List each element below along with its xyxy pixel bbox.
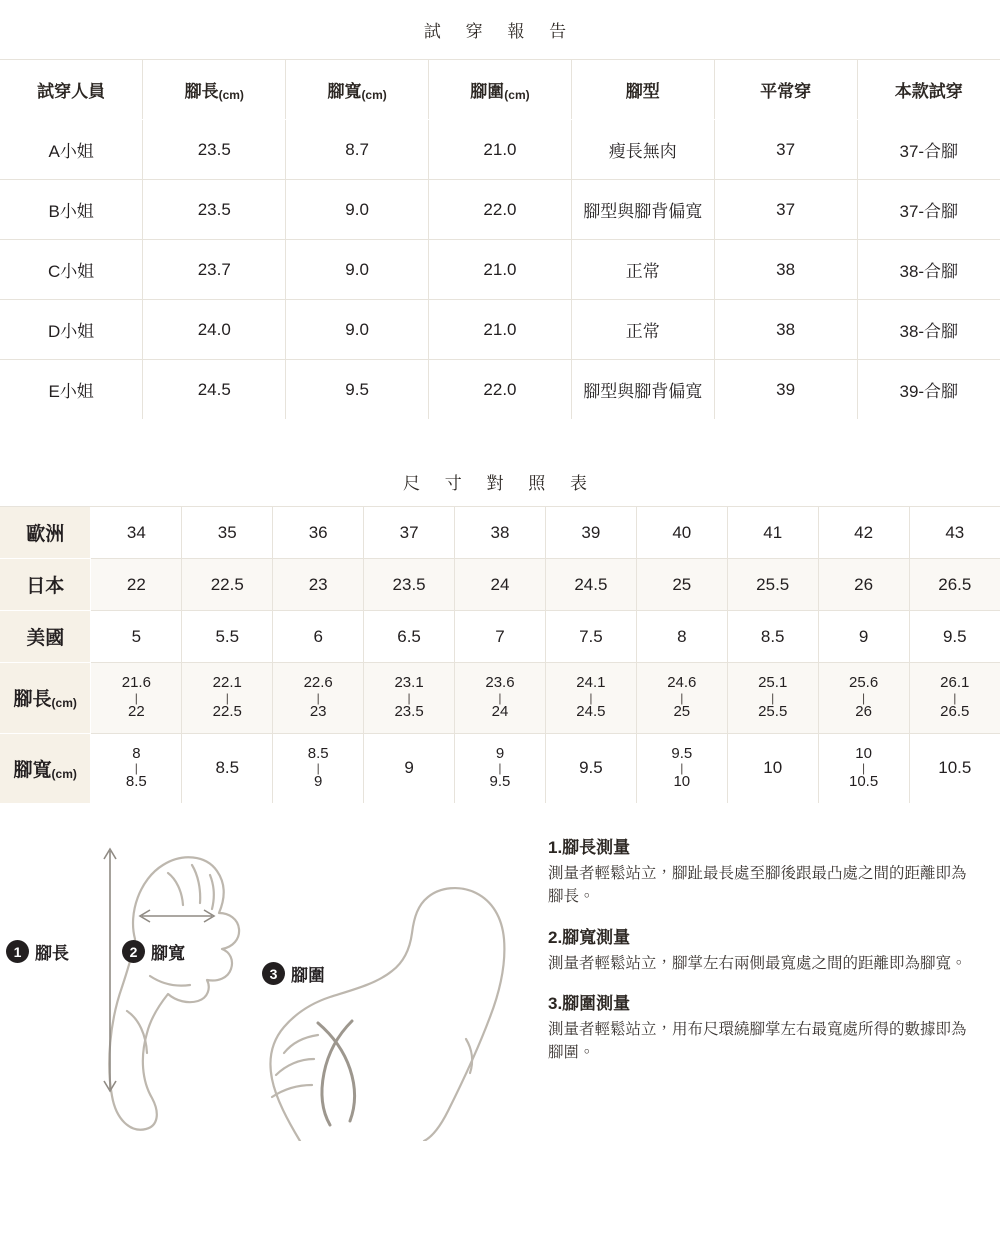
badge-number-icon: 1 [6, 940, 29, 963]
cell-foot-width: 10 | 10.5 [818, 733, 909, 803]
cell-length: 23.5 [143, 120, 286, 180]
foot-measurement-diagram [0, 821, 540, 1141]
rowlabel-japan: 日本 [0, 559, 91, 611]
cell-europe: 43 [909, 507, 1000, 559]
cell-girth: 21.0 [429, 240, 572, 300]
cell-foot-width: 10.5 [909, 733, 1000, 803]
cell-japan: 24.5 [545, 559, 636, 611]
badge-foot-length [6, 939, 69, 964]
cell-usa: 8 [636, 611, 727, 663]
cell-foot-type: 正常 [571, 300, 714, 360]
cell-person: A小姐 [0, 120, 143, 180]
instruction-title: 1.腳長測量 [548, 838, 631, 858]
cell-usa: 5 [91, 611, 182, 663]
col-length: 腳長(cm) [143, 60, 286, 120]
size-row-europe [0, 507, 1000, 559]
size-chart-title-row [0, 457, 1000, 507]
cell-width: 8.7 [286, 120, 429, 180]
table-row [0, 120, 1000, 180]
cell-foot-width: 8 | 8.5 [91, 733, 182, 803]
trial-report-table [0, 0, 1000, 419]
cell-this-style: 38-合腳 [857, 300, 1000, 360]
cell-foot-type: 正常 [571, 240, 714, 300]
cell-usa: 5.5 [182, 611, 273, 663]
cell-japan: 26.5 [909, 559, 1000, 611]
cell-foot-type: 腳型與腳背偏寬 [571, 180, 714, 240]
section-divider [0, 419, 1000, 457]
cell-japan: 25.5 [727, 559, 818, 611]
cell-girth: 22.0 [429, 360, 572, 420]
badge-foot-girth [262, 961, 325, 986]
cell-europe: 37 [364, 507, 455, 559]
instruction-foot-width [548, 923, 972, 975]
cell-foot-length: 23.6 | 24 [455, 663, 546, 734]
cell-person: E小姐 [0, 360, 143, 420]
table-row [0, 240, 1000, 300]
instruction-foot-length [548, 833, 972, 909]
badge-label: 腳長 [35, 944, 69, 964]
trial-report-title: 試 穿 報 告 [0, 0, 1000, 60]
cell-foot-length: 24.1 | 24.5 [545, 663, 636, 734]
cell-foot-type: 腳型與腳背偏寬 [571, 360, 714, 420]
cell-length: 23.5 [143, 180, 286, 240]
cell-width: 9.0 [286, 300, 429, 360]
cell-usual-size: 39 [714, 360, 857, 420]
cell-usual-size: 37 [714, 120, 857, 180]
cell-girth: 21.0 [429, 120, 572, 180]
badge-label: 腳圍 [291, 966, 325, 986]
cell-width: 9.0 [286, 240, 429, 300]
cell-usa: 7 [455, 611, 546, 663]
cell-this-style: 39-合腳 [857, 360, 1000, 420]
cell-girth: 21.0 [429, 300, 572, 360]
col-girth: 腳圍(cm) [429, 60, 572, 120]
cell-europe: 35 [182, 507, 273, 559]
cell-foot-length: 22.6 | 23 [273, 663, 364, 734]
cell-foot-length: 25.6 | 26 [818, 663, 909, 734]
cell-usa: 8.5 [727, 611, 818, 663]
cell-foot-length: 24.6 | 25 [636, 663, 727, 734]
trial-report-header-row [0, 60, 1000, 120]
badge-number-icon: 3 [262, 962, 285, 985]
trial-report-title-row [0, 0, 1000, 60]
cell-foot-width: 9.5 [545, 733, 636, 803]
cell-foot-type: 瘦長無肉 [571, 120, 714, 180]
cell-japan: 23 [273, 559, 364, 611]
cell-foot-width: 10 [727, 733, 818, 803]
cell-girth: 22.0 [429, 180, 572, 240]
measurement-instructions [540, 821, 1000, 1141]
cell-japan: 25 [636, 559, 727, 611]
instruction-text: 測量者輕鬆站立，用布尺環繞腳掌左右最寬處所得的數據即為腳圍。 [548, 1020, 967, 1062]
cell-foot-length: 22.1 | 22.5 [182, 663, 273, 734]
cell-foot-length: 23.1 | 23.5 [364, 663, 455, 734]
size-row-japan [0, 559, 1000, 611]
size-chart-table [0, 457, 1000, 803]
cell-this-style: 38-合腳 [857, 240, 1000, 300]
size-chart-title: 尺 寸 對 照 表 [0, 457, 1000, 507]
instruction-text: 測量者輕鬆站立，腳趾最長處至腳後跟最凸處之間的距離即為腳長。 [548, 865, 967, 906]
table-row [0, 300, 1000, 360]
cell-japan: 22 [91, 559, 182, 611]
cell-usa: 9.5 [909, 611, 1000, 663]
col-width: 腳寬(cm) [286, 60, 429, 120]
cell-europe: 41 [727, 507, 818, 559]
cell-foot-width: 9.5 | 10 [636, 733, 727, 803]
rowlabel-foot-width: 腳寬(cm) [0, 733, 91, 803]
cell-japan: 22.5 [182, 559, 273, 611]
col-this-style: 本款試穿 [857, 60, 1000, 120]
cell-europe: 38 [455, 507, 546, 559]
cell-europe: 42 [818, 507, 909, 559]
instruction-title: 3.腳圍測量 [548, 993, 631, 1013]
instruction-title: 2.腳寬測量 [548, 927, 631, 947]
badge-foot-width [122, 939, 185, 964]
cell-usa: 7.5 [545, 611, 636, 663]
cell-length: 24.5 [143, 360, 286, 420]
badge-label: 腳寬 [151, 944, 185, 964]
badge-number-icon: 2 [122, 940, 145, 963]
cell-foot-length: 25.1 | 25.5 [727, 663, 818, 734]
cell-usual-size: 38 [714, 300, 857, 360]
size-row-usa [0, 611, 1000, 663]
cell-japan: 26 [818, 559, 909, 611]
cell-europe: 34 [91, 507, 182, 559]
cell-foot-width: 8.5 | 9 [273, 733, 364, 803]
cell-usa: 6 [273, 611, 364, 663]
cell-foot-width: 9 [364, 733, 455, 803]
rowlabel-europe: 歐洲 [0, 507, 91, 559]
cell-person: B小姐 [0, 180, 143, 240]
cell-usual-size: 37 [714, 180, 857, 240]
cell-japan: 24 [455, 559, 546, 611]
cell-length: 24.0 [143, 300, 286, 360]
cell-usual-size: 38 [714, 240, 857, 300]
cell-japan: 23.5 [364, 559, 455, 611]
cell-foot-length: 26.1 | 26.5 [909, 663, 1000, 734]
cell-person: C小姐 [0, 240, 143, 300]
cell-width: 9.0 [286, 180, 429, 240]
cell-width: 9.5 [286, 360, 429, 420]
table-row [0, 360, 1000, 420]
instruction-foot-girth [548, 989, 972, 1065]
col-usual-size: 平常穿 [714, 60, 857, 120]
measurement-guide [0, 803, 1000, 1141]
rowlabel-usa: 美國 [0, 611, 91, 663]
cell-foot-width: 8.5 [182, 733, 273, 803]
cell-usa: 6.5 [364, 611, 455, 663]
cell-foot-length: 21.6 | 22 [91, 663, 182, 734]
cell-person: D小姐 [0, 300, 143, 360]
cell-europe: 39 [545, 507, 636, 559]
cell-europe: 36 [273, 507, 364, 559]
size-row-foot-length [0, 663, 1000, 734]
col-foot-type: 腳型 [571, 60, 714, 120]
instruction-text: 測量者輕鬆站立，腳掌左右兩側最寬處之間的距離即為腳寬。 [548, 954, 967, 972]
cell-usa: 9 [818, 611, 909, 663]
cell-this-style: 37-合腳 [857, 120, 1000, 180]
rowlabel-foot-length: 腳長(cm) [0, 663, 91, 734]
col-person: 試穿人員 [0, 60, 143, 120]
cell-this-style: 37-合腳 [857, 180, 1000, 240]
cell-length: 23.7 [143, 240, 286, 300]
size-row-foot-width [0, 733, 1000, 803]
table-row [0, 180, 1000, 240]
cell-foot-width: 9 | 9.5 [455, 733, 546, 803]
cell-europe: 40 [636, 507, 727, 559]
